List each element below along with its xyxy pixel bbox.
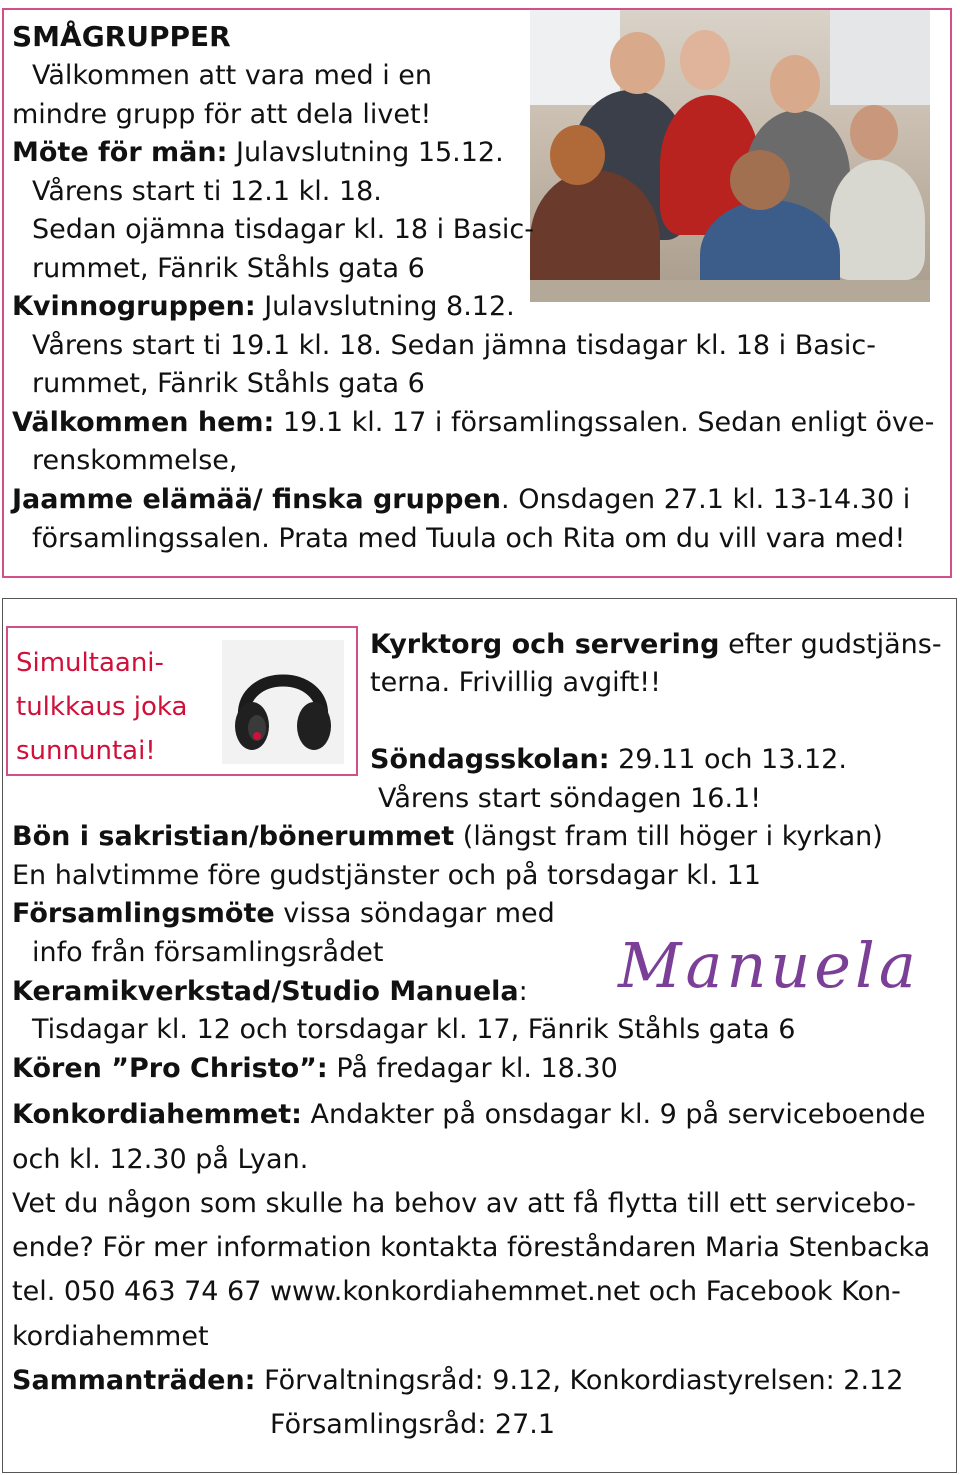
- forsamlingsmote-line: [12, 895, 555, 933]
- bon-label: Bön i sakristian/bönerummet: [12, 821, 455, 852]
- sammantraden-text: Förvaltningsråd: 9.12, Konkordiastyrelsen: 2.12: [255, 1365, 904, 1396]
- intro-line-1: Välkommen att vara med i en: [32, 60, 433, 91]
- smagrupper-title: SMÅGRUPPER: [12, 20, 231, 53]
- forsamlingsmote-line-2: info från församlingsrådet: [32, 937, 384, 968]
- simultan-line-3: sunnuntai!: [16, 736, 156, 766]
- koren-line: [12, 1050, 618, 1088]
- keramik-text: :: [518, 976, 528, 1007]
- kvinno-text: Julavslutning 8.12.: [255, 291, 515, 322]
- bon-text: (längst fram till höger i kyrkan): [454, 821, 883, 852]
- konkordia-line-2: och kl. 12.30 på Lyan.: [12, 1144, 309, 1175]
- sammantraden-label: Sammanträden:: [12, 1365, 256, 1396]
- sondagsskolan-line-2: Vårens start söndagen 16.1!: [378, 783, 762, 814]
- simultan-line-2: tulkkaus joka: [16, 692, 188, 722]
- kvinno-line-3: rummet, Fänrik Ståhls gata 6: [32, 368, 425, 399]
- kyrktorg-line-2: terna. Frivillig avgift!!: [370, 667, 661, 698]
- sammantraden-line: [12, 1362, 903, 1400]
- kvinno-line-2: Vårens start ti 19.1 kl. 18. Sedan jämna tisdagar kl. 18 i Basic-: [32, 330, 876, 361]
- konkordia-line-6: kordiahemmet: [12, 1321, 209, 1352]
- kyrktorg-line: [370, 626, 942, 664]
- forsamlingsmote-label: Församlingsmöte: [12, 898, 275, 929]
- kyrktorg-text: efter gudstjäns-: [719, 629, 942, 660]
- man-meeting-text: Julavslutning 15.12.: [227, 137, 504, 168]
- konkordia-line-5: tel. 050 463 74 67 www.konkordiahemmet.net och Facebook Kon-: [12, 1276, 901, 1307]
- man-meeting-line-3: Sedan ojämna tisdagar kl. 18 i Basic-: [32, 214, 534, 245]
- jaamme-line: [12, 481, 910, 519]
- sondagsskolan-line: [370, 741, 847, 779]
- konkordia-line-3: Vet du någon som skulle ha behov av att få flytta till ett servicebo-: [12, 1188, 916, 1219]
- valkommen-hem-line: [12, 404, 934, 442]
- konkordia-label: Konkordiahemmet:: [12, 1099, 302, 1130]
- kvinno-line: [12, 288, 515, 326]
- sammantraden-line-2: Församlingsråd: 27.1: [270, 1409, 556, 1440]
- keramik-label: Keramikverkstad/Studio Manuela: [12, 976, 519, 1007]
- konkordia-text: Andakter på onsdagar kl. 9 på serviceboende: [301, 1099, 926, 1130]
- koren-text: På fredagar kl. 18.30: [327, 1053, 618, 1084]
- forsamlingsmote-text: vissa söndagar med: [274, 898, 555, 929]
- headphones-image: [222, 640, 344, 764]
- group-photo: [530, 10, 930, 302]
- man-meeting-line-4: rummet, Fänrik Ståhls gata 6: [32, 253, 425, 284]
- valkommen-hem-line-2: renskommelse,: [32, 445, 238, 476]
- kvinno-label: Kvinnogruppen:: [12, 291, 256, 322]
- konkordia-line: [12, 1096, 926, 1134]
- man-meeting-line: [12, 134, 504, 172]
- keramik-line: [12, 973, 528, 1011]
- man-meeting-label: Möte för män:: [12, 137, 228, 168]
- kyrktorg-label: Kyrktorg och servering: [370, 629, 720, 660]
- konkordia-line-4: ende? För mer information kontakta föreståndaren Maria Stenbacka: [12, 1232, 931, 1263]
- bon-line-2: En halvtimme före gudstjänster och på torsdagar kl. 11: [12, 860, 761, 891]
- jaamme-label: Jaamme elämää/ finska gruppen: [12, 484, 502, 515]
- jaamme-text: . Onsdagen 27.1 kl. 13-14.30 i: [501, 484, 911, 515]
- manuela-logo: Manuela: [618, 929, 920, 1002]
- man-meeting-line-2: Vårens start ti 12.1 kl. 18.: [32, 176, 382, 207]
- simultan-line-1: Simultaani-: [16, 648, 164, 678]
- valkommen-hem-label: Välkommen hem:: [12, 407, 275, 438]
- intro-line-2: mindre grupp för att dela livet!: [12, 99, 432, 130]
- sondagsskolan-label: Söndagsskolan:: [370, 744, 610, 775]
- jaamme-line-2: församlingssalen. Prata med Tuula och Rita om du vill vara med!: [32, 523, 906, 554]
- bon-line: [12, 818, 883, 856]
- valkommen-hem-text: 19.1 kl. 17 i församlingssalen. Sedan enligt öve-: [274, 407, 935, 438]
- sondagsskolan-text: 29.11 och 13.12.: [609, 744, 847, 775]
- koren-label: Kören ”Pro Christo”:: [12, 1053, 328, 1084]
- keramik-line-2: Tisdagar kl. 12 och torsdagar kl. 17, Fänrik Ståhls gata 6: [32, 1014, 796, 1045]
